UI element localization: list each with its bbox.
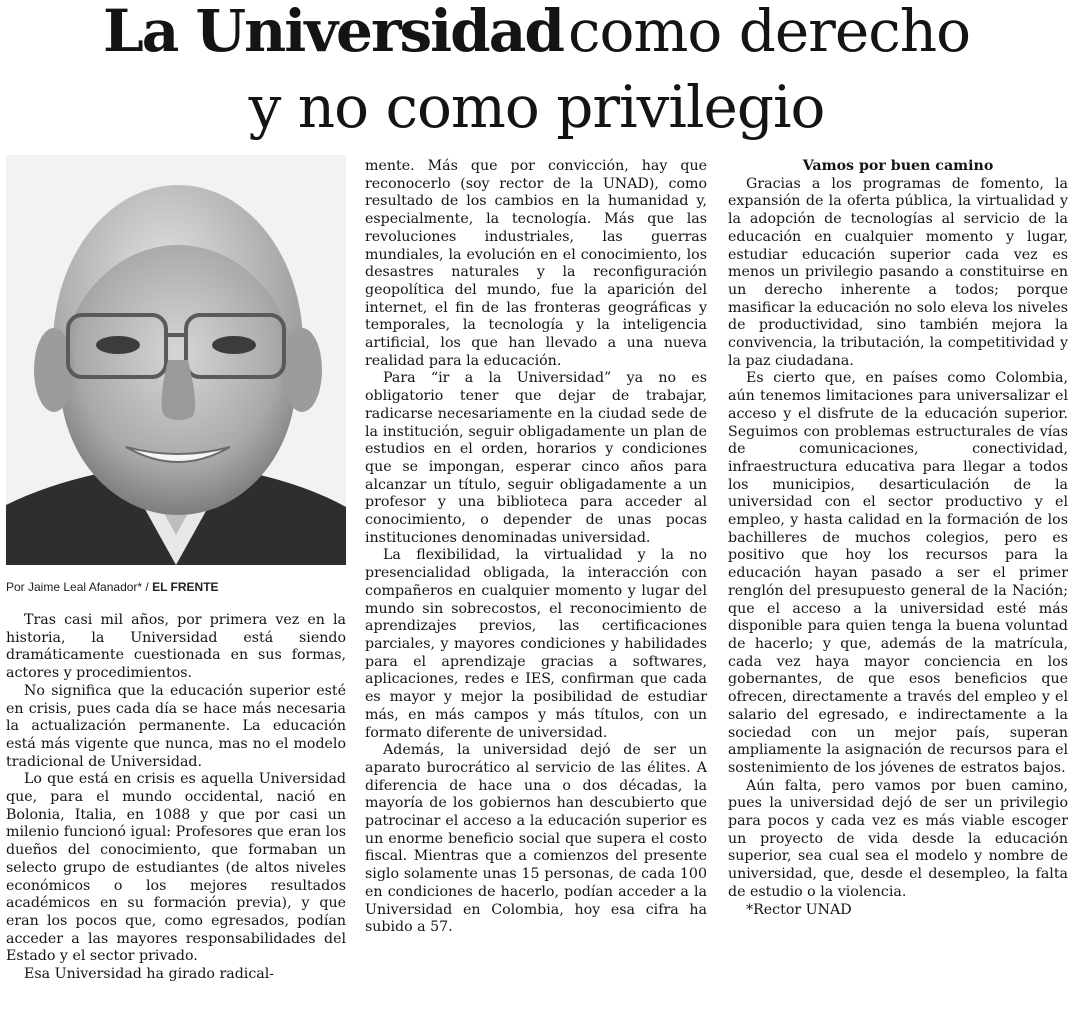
headline-bold: La Universidad	[103, 0, 563, 65]
portrait-photo-icon	[6, 155, 346, 565]
headline-line-1	[0, 0, 1073, 65]
author-portrait-photo	[6, 155, 346, 565]
paragraph: No significa que la educación superior esté en crisis, pues cada día se hace más necesaria la actualización permanente. La educación está más vigente que nunca, mas no el modelo tradicional de Universidad.	[6, 682, 346, 770]
paragraph: Gracias a los programas de fomento, la expansión de la oferta pública, la virtualidad y la adopción de tecnologías al servicio de la educación en cualquier momento y lugar, estudiar educación superior cada vez es menos un privilegio pasando a constituirse en un derecho inherente a todos; porque masificar la educación no solo eleva los niveles de productividad, sino también mejora la convivencia, la tributación, la competitividad y la paz ciudadana.	[728, 175, 1068, 369]
paragraph: Es cierto que, en países como Colombia, aún tenemos limitaciones para universalizar el acceso y el disfrute de la educación superior. Seguimos con problemas estructurales de vías de comunicaciones, conectividad, infraestructura educativa para llegar a todos los municipios, desarticulación de la universidad con el sector productivo y el empleo, y hasta calidad en la formación de los bachilleres de muchos colegios, pero es positivo que hoy los recursos para la educación hayan pasado a ser el primer renglón del presupuesto general de la Nación; que el acceso a la universidad esté más disponible para quien tenga la buena voluntad de hacerlo; y que, además de la matrícula, cada vez haya mayor conciencia en los gobernantes, de que esos beneficios que ofrecen, directamente a través del empleo y el salario del egresado, e indirectamente a la sociedad con un mejor país, superan ampliamente la asignación de recursos para el sostenimiento de los jóvenes de estratos bajos.	[728, 370, 1068, 776]
paragraph: Lo que está en crisis es aquella Universidad que, para el mundo occidental, nació en Bolonia, Italia, en 1088 y que por casi un milenio funcionó igual: Profesores que eran los dueños del conocimiento, que formaban un selecto grupo de estudiantes (de altos niveles económicos o los mejores resultados académicos en su formación previa), y que eran los pocos que, como egresados, podían acceder a las mayores responsabilidades del Estado y el sector privado.	[6, 771, 346, 965]
byline-author: Por Jaime Leal Afanador* /	[6, 580, 153, 594]
article-column-3	[728, 158, 1068, 919]
paragraph: Para “ir a la Universidad” ya no es obligatorio tener que dejar de trabajar, radicarse necesariamente en la ciudad sede de la institución, seguir obligadamente un plan de estudios en el orden, horarios y condiciones que se impongan, esperar cinco años para alcanzar un título, seguir obligadamente a un profesor y una biblioteca para acceder al conocimiento, o depender de unas pocas instituciones denominadas universidad.	[365, 370, 707, 546]
paragraph: Además, la universidad dejó de ser un aparato burocrático al servicio de las élites. A diferencia de hace una o dos décadas, la mayoría de los gobiernos han descubierto que patrocinar el acceso a la educación superior es un enorme beneficio social que supera el costo fiscal. Mientras que a comienzos del presente siglo solamente unas 15 personas, de cada 100 en condiciones de hacerlo, podían acceder a la Universidad en Colombia, hoy esa cifra ha subido a 57.	[365, 742, 707, 936]
byline-outlet: EL FRENTE	[152, 580, 219, 594]
paragraph: Esa Universidad ha girado radical-	[24, 966, 275, 983]
paragraph: mente. Más que por convicción, hay que reconocerlo (soy rector de la UNAD), como resultado de los cambios en la humanidad y, especialmente, la tecnología. Más que las revoluciones industriales, las guerras mundiales, la evolución en el conocimiento, los desastres naturales y la reconfiguración geopolítica del mundo, fue la aparición del internet, el fin de las fronteras geográficas y temporales, la tecnología y la inteligencia artificial, los que han llevado a una nueva realidad para la educación.	[365, 158, 707, 369]
headline-light: como derecho	[567, 0, 970, 65]
headline-line-2: y no como privilegio	[248, 73, 825, 141]
byline	[6, 580, 219, 594]
section-subhead: Vamos por buen camino	[802, 158, 994, 174]
paragraph: La flexibilidad, la virtualidad y la no presencialidad obligada, la interacción con compañeros en cualquier momento y lugar del mundo sin sobrecostos, el reconocimiento de aprendizajes previos, las certificaciones parciales, y mayores condiciones y habilidades para el aprendizaje gracias a softwares, aplicaciones, redes e IES, confirman que cada es mayor y mejor la posibilidad de estudiar más, en más campos y más títulos, con un formato diferente de universidad.	[365, 547, 707, 741]
article-column-1	[6, 612, 346, 984]
paragraph: Tras casi mil años, por primera vez en la historia, la Universidad está siendo dramáticamente cuestionada en sus formas, actores y procedimientos.	[6, 612, 346, 682]
author-signature: *Rector UNAD	[746, 901, 852, 918]
article-column-2	[365, 158, 707, 937]
paragraph: Aún falta, pero vamos por buen camino, pues la universidad dejó de ser un privilegio para pocos y cada vez es más viable escoger un proyecto de vida desde la educación superior, sea cual sea el modelo y nombre de universidad, que, desde el desempleo, la falta de estudio o la violencia.	[728, 777, 1068, 900]
